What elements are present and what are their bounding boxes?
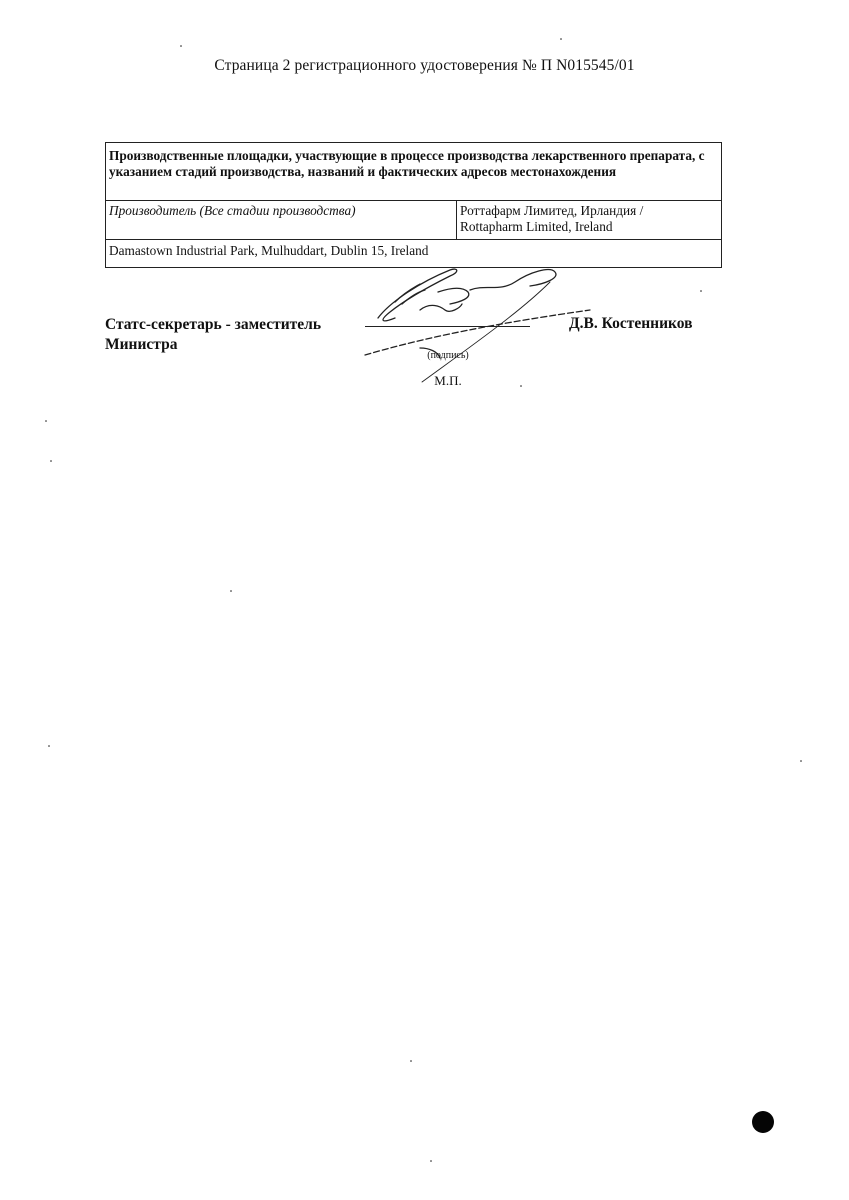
manufacturer-name-en: Rottapharm Limited, Ireland	[460, 219, 613, 234]
production-sites-table	[105, 142, 722, 268]
signer-title-line2: Министра	[105, 336, 178, 353]
table-header-row	[106, 143, 722, 201]
signature-line	[365, 326, 530, 327]
manufacturer-name-ru: Роттафарм Лимитед, Ирландия /	[460, 203, 644, 218]
page-header: Страница 2 регистрационного удостоверения № П N015545/01	[214, 57, 635, 74]
stamp-label: М.П.	[434, 373, 462, 388]
table-row	[106, 201, 722, 240]
manufacturer-role-cell: Производитель (Все стадии производства)	[106, 201, 457, 240]
manufacturer-name-cell	[457, 201, 722, 240]
scan-artifact-dot	[752, 1111, 774, 1133]
signer-title-line1: Статс-секретарь - заместитель	[105, 316, 322, 333]
table-header-cell: Производственные площадки, участвующие в процессе производства лекарственного препарата, с указанием стадий производства, названий и фактических адресов местонахождения	[106, 143, 722, 201]
signature-caption: (подпись)	[427, 350, 469, 361]
signer-name: Д.В. Костенников	[569, 315, 693, 332]
signer-title	[105, 315, 321, 355]
manufacturer-address-cell: Damastown Industrial Park, Mulhuddart, Dublin 15, Ireland	[106, 240, 722, 268]
